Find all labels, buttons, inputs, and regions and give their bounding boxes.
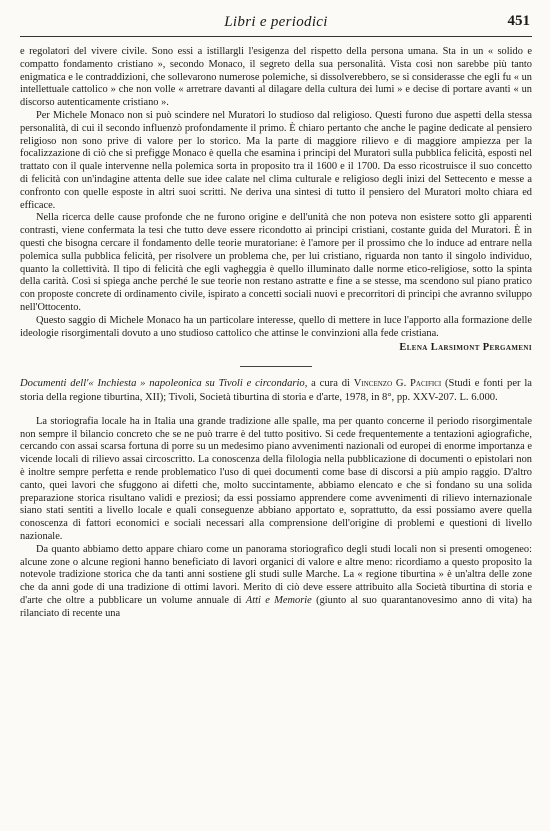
- book-title: Documenti dell'« Inchiesta » napoleonica su Tivoli e circondario,: [20, 378, 308, 390]
- bibliographic-entry: [20, 377, 532, 403]
- curator-prefix: a cura di: [307, 378, 354, 390]
- review-signature: Elena Larsimont Pergameni: [399, 342, 532, 354]
- paragraph: La storiografia locale ha in Italia una grande tradizione alle spalle, ma per quanto concerne il periodo risorgimentale non sempre il bilancio concreto che se ne può trarre è del tutto positivo. Si cede frequentemente a tentazioni agiografiche, cercando con assai scarsa fortuna di porre su un medesimo piano avvenimenti nazionali od europei di enorme importanza e vicende locali di rilievo assai circoscritto. La conoscenza della filologia nella pubblicazione di documenti o epistolari non è inoltre sempre perfetta e rende problematico l'uso di quei documenti come base di discorsi a più ampio raggio. D'altro canto, quei lavori che sfuggono ai difetti che, molto succintamente, abbiamo elencato e che si fondano su una solida preparazione storica risultano validi e preziosi; da essi possiamo apprendere come avvenimenti di rilievo internazionale siano stati sentiti a livello locale e quali conseguenze abbiano apportato e, soprattutto, da essi possiamo avere quella conoscenza di fattori economici e sociali necessari alla comprensione dell'origine di problemi e questioni di livello nazionale.: [20, 415, 532, 542]
- paragraph: Questo saggio di Michele Monaco ha un particolare interesse, quello di mettere in luce l'apporto alla formazione delle ideologie risorgimentali dovuto a uno studioso cattolico che attinse le convinzioni alla fede cristiana.: [20, 314, 532, 339]
- publication-details: (Studi e fonti per la storia della regione tiburtina, XII); Tivoli, Società tiburtina di storia e d'arte, 1978, in 8°, pp. XXV-207. L. 6.000.: [20, 378, 533, 403]
- paragraph-text: (giunto al suo quarantanovesimo anno di vita) ha rilanciato di recente una: [20, 594, 532, 619]
- paragraph: Per Michele Monaco non si può scindere nel Muratori lo studioso dal religioso. Questi furono due aspetti della stessa personalità, di cui il secondo influenzò profondamente il primo. È chiaro pertanto che anche le pagine dedicate al pensiero religioso non sono prive di valore per lo storico. Ma la parte di maggiore rilievo e di maggiore ampiezza per la focalizzazione di ciò che si prefigge Monaco è quella che esamina i principi del Muratori sulla pubblica felicità, esposti nel trattato con il quale intervenne nella polemica sorta in proposito tra il 1600 e il 1700. Da esso ricostruisce il suo concetto di felicità con un'indagine attenta delle sue idee calate nel clima culturale e religioso degli inizi del Settecento e messe a confronto con quelle esposte in altri suoi scritti. Ne deriva una sintesi di tutto il pensiero del Muratori molto chiara ed efficace.: [20, 109, 532, 211]
- journal-title: Atti e Memorie: [245, 594, 312, 606]
- paragraph: Nella ricerca delle cause profonde che ne furono origine e dell'unità che non poteva non esistere sotto gli apparenti contrasti, viene confermata la tesi che tutto deve essere ricondotto ai principi cristiani, costante guida del Muratori. È in questi che bisogna cercare il fondamento delle teorie muratoriane: è l'amore per il prossimo che lo induce ad entrare nella polemica sulla pubblica felicità, per risolvere un problema che, per lui cristiano, riguarda non tanto il singolo individuo, quanto la collettività. Il tipo di felicità che egli vagheggia è quello illuminato dalle norme etico-religiose, sotto la spinta della carità. Così si spiega anche perché le sue teorie non restano astratte e fine a se stesse, ma scendono sul piano pratico con proposte concrete di ordinamento civile, ispirato a concetti sociali nuovi e precorritori di principi che avranno sviluppo nell'Ottocento.: [20, 212, 532, 313]
- paragraph: [20, 544, 532, 621]
- book-page: [20, 10, 532, 620]
- paragraph-text: Da quanto abbiamo detto appare chiaro come un panorama storiografico degli studi locali non si presenti omogeneo: alcune zone o alcune regioni hanno beneficiato di lavori organici di valore e altre meno: ricordiamo a questo proposito la notevole tradizione storica che da tanti anni sostiene gli studi sulle Marche. La « regione tiburtina » è un'altra delle zone che da anni gode di una tradizione di ottimi lavori. Merito di ciò deve essere attribuito alla Società tiburtina di storia e d'arte che oltre a pubblicare un volume annuale di: [20, 543, 532, 606]
- page-number: 451: [507, 13, 530, 29]
- running-title: Libri e periodici: [224, 14, 328, 30]
- review-muratori: [20, 46, 532, 354]
- page-body: [20, 46, 532, 620]
- section-divider: [240, 366, 312, 367]
- review-documenti-tivoli: [20, 377, 532, 620]
- running-header: [20, 10, 532, 37]
- curator-name: Vincenzo G. Pacifici: [353, 378, 442, 390]
- paragraph: e regolatori del vivere civile. Sono essi a istillargli l'esigenza del rispetto della persona umana. Sta in un « solido e compatto fondamento cristiano », secondo Monaco, il segreto della sua personalità. Vista così non sarebbe più tanto enigmatica e le contraddizioni, che sollevarono numerose polemiche, si dissolverebbero, se si considerasse che egli fu « un intellettuale cattolico » che non volle « arretrare davanti al dilagare della cultura dei lumi » e decise di portare avanti « un discorso autenticamente cristiano ».: [20, 46, 532, 109]
